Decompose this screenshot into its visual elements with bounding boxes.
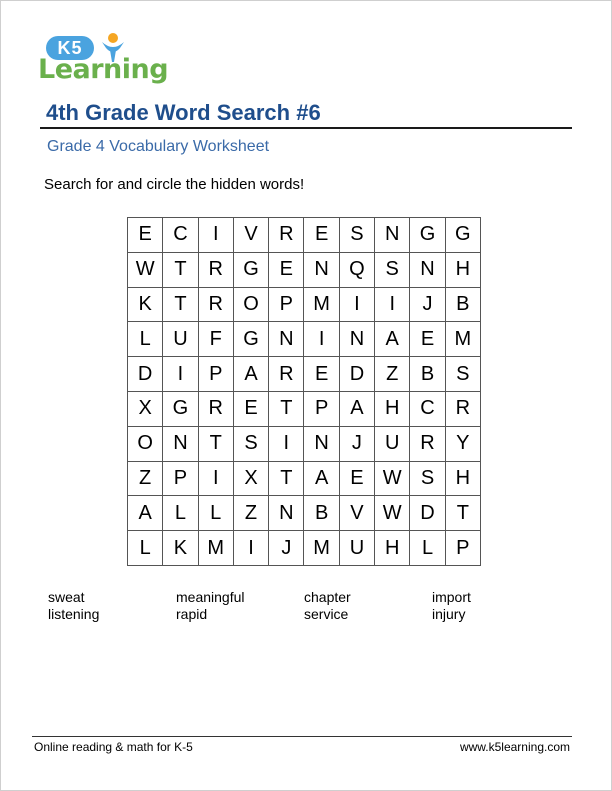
grid-letter-cell[interactable]: R xyxy=(198,391,233,426)
grid-letter-cell[interactable]: D xyxy=(339,357,374,392)
grid-letter-cell[interactable]: T xyxy=(163,287,198,322)
grid-letter-cell[interactable]: C xyxy=(163,218,198,253)
grid-letter-cell[interactable]: I xyxy=(269,426,304,461)
grid-letter-cell[interactable]: H xyxy=(445,252,480,287)
grid-letter-cell[interactable]: F xyxy=(198,322,233,357)
grid-letter-cell[interactable]: A xyxy=(128,496,163,531)
grid-letter-cell[interactable]: P xyxy=(269,287,304,322)
grid-letter-cell[interactable]: R xyxy=(445,391,480,426)
grid-letter-cell[interactable]: G xyxy=(233,252,268,287)
grid-letter-cell[interactable]: V xyxy=(339,496,374,531)
word-search-grid xyxy=(127,217,481,566)
grid-row xyxy=(128,426,481,461)
grid-letter-cell[interactable]: N xyxy=(410,252,445,287)
grid-letter-cell[interactable]: W xyxy=(375,461,410,496)
footer-website: www.k5learning.com xyxy=(459,740,570,754)
footer-tagline: Online reading & math for K-5 xyxy=(34,740,193,754)
grid-letter-cell[interactable]: S xyxy=(410,461,445,496)
grid-letter-cell[interactable]: A xyxy=(375,322,410,357)
footer-divider xyxy=(32,736,572,737)
word-list-item: import xyxy=(432,589,471,605)
logo-wordmark: Learning xyxy=(38,54,169,85)
grid-letter-cell[interactable]: G xyxy=(445,218,480,253)
grid-letter-cell[interactable]: Z xyxy=(233,496,268,531)
word-list-item: injury xyxy=(432,606,466,622)
grid-row xyxy=(128,496,481,531)
page-title: 4th Grade Word Search #6 xyxy=(46,100,321,125)
grid-letter-cell[interactable]: T xyxy=(198,426,233,461)
grid-letter-cell[interactable]: D xyxy=(128,357,163,392)
grid-letter-cell[interactable]: R xyxy=(198,252,233,287)
grid-letter-cell[interactable]: B xyxy=(304,496,339,531)
grid-letter-cell[interactable]: Y xyxy=(445,426,480,461)
grid-letter-cell[interactable]: P xyxy=(304,391,339,426)
grid-letter-cell[interactable]: N xyxy=(304,252,339,287)
grid-letter-cell[interactable]: E xyxy=(410,322,445,357)
grid-letter-cell[interactable]: R xyxy=(269,218,304,253)
grid-letter-cell[interactable]: X xyxy=(233,461,268,496)
k5-learning-logo xyxy=(38,30,169,86)
grid-letter-cell[interactable]: S xyxy=(339,218,374,253)
grid-letter-cell[interactable]: Z xyxy=(375,357,410,392)
grid-row xyxy=(128,357,481,392)
grid-letter-cell[interactable]: R xyxy=(269,357,304,392)
word-list-item: chapter xyxy=(304,589,351,605)
grid-row xyxy=(128,531,481,566)
word-list-item: meaningful xyxy=(176,589,245,605)
grid-letter-cell[interactable]: G xyxy=(233,322,268,357)
grid-letter-cell[interactable]: E xyxy=(304,218,339,253)
grid-letter-cell[interactable]: S xyxy=(445,357,480,392)
grid-letter-cell[interactable]: O xyxy=(128,426,163,461)
grid-row xyxy=(128,322,481,357)
grid-letter-cell[interactable]: P xyxy=(198,357,233,392)
grid-letter-cell[interactable]: I xyxy=(233,531,268,566)
grid-letter-cell[interactable]: J xyxy=(269,531,304,566)
grid-letter-cell[interactable]: N xyxy=(163,426,198,461)
grid-letter-cell[interactable]: M xyxy=(198,531,233,566)
grid-letter-cell[interactable]: L xyxy=(410,531,445,566)
grid-letter-cell[interactable]: T xyxy=(163,252,198,287)
grid-letter-cell[interactable]: P xyxy=(163,461,198,496)
grid-letter-cell[interactable]: I xyxy=(375,287,410,322)
grid-letter-cell[interactable]: V xyxy=(233,218,268,253)
grid-letter-cell[interactable]: W xyxy=(375,496,410,531)
grid-letter-cell[interactable]: P xyxy=(445,531,480,566)
grid-letter-cell[interactable]: L xyxy=(128,322,163,357)
grid-letter-cell[interactable]: B xyxy=(410,357,445,392)
grid-letter-cell[interactable]: L xyxy=(198,496,233,531)
grid-letter-cell[interactable]: K xyxy=(163,531,198,566)
grid-letter-cell[interactable]: U xyxy=(375,426,410,461)
grid-letter-cell[interactable]: R xyxy=(410,426,445,461)
grid-letter-cell[interactable]: L xyxy=(128,531,163,566)
grid-letter-cell[interactable]: M xyxy=(304,287,339,322)
grid-letter-cell[interactable]: X xyxy=(128,391,163,426)
grid-letter-cell[interactable]: E xyxy=(304,357,339,392)
grid-letter-cell[interactable]: E xyxy=(269,252,304,287)
word-list-item: sweat xyxy=(48,589,85,605)
grid-letter-cell[interactable]: H xyxy=(375,391,410,426)
grid-row xyxy=(128,287,481,322)
grid-letter-cell[interactable]: J xyxy=(339,426,374,461)
grid-letter-cell[interactable]: G xyxy=(410,218,445,253)
page-subtitle: Grade 4 Vocabulary Worksheet xyxy=(47,138,270,155)
grid-letter-cell[interactable]: D xyxy=(410,496,445,531)
grid-letter-cell[interactable]: N xyxy=(304,426,339,461)
grid-letter-cell[interactable]: T xyxy=(269,391,304,426)
grid-letter-cell[interactable]: A xyxy=(304,461,339,496)
word-list-item: listening xyxy=(48,606,100,622)
grid-letter-cell[interactable]: W xyxy=(128,252,163,287)
word-list-item: rapid xyxy=(176,606,208,622)
grid-letter-cell[interactable]: K xyxy=(128,287,163,322)
grid-letter-cell[interactable]: H xyxy=(445,461,480,496)
word-list-item: service xyxy=(304,606,349,622)
grid-letter-cell[interactable]: S xyxy=(375,252,410,287)
grid-letter-cell[interactable]: E xyxy=(233,391,268,426)
grid-letter-cell[interactable]: I xyxy=(198,461,233,496)
grid-letter-cell[interactable]: Z xyxy=(128,461,163,496)
grid-row xyxy=(128,461,481,496)
grid-letter-cell[interactable]: T xyxy=(445,496,480,531)
grid-letter-cell[interactable]: U xyxy=(163,322,198,357)
grid-letter-cell[interactable]: N xyxy=(339,322,374,357)
grid-letter-cell[interactable]: N xyxy=(269,496,304,531)
grid-letter-cell[interactable]: A xyxy=(339,391,374,426)
grid-letter-cell[interactable]: M xyxy=(445,322,480,357)
grid-letter-cell[interactable]: G xyxy=(163,391,198,426)
grid-letter-cell[interactable]: O xyxy=(233,287,268,322)
grid-letter-cell[interactable]: R xyxy=(198,287,233,322)
grid-letter-cell[interactable]: C xyxy=(410,391,445,426)
grid-letter-cell[interactable]: I xyxy=(198,218,233,253)
grid-letter-cell[interactable]: L xyxy=(163,496,198,531)
grid-letter-cell[interactable]: B xyxy=(445,287,480,322)
grid-row xyxy=(128,218,481,253)
grid-letter-cell[interactable]: J xyxy=(410,287,445,322)
grid-letter-cell[interactable]: N xyxy=(269,322,304,357)
grid-letter-cell[interactable]: T xyxy=(269,461,304,496)
grid-letter-cell[interactable]: N xyxy=(375,218,410,253)
grid-letter-cell[interactable]: S xyxy=(233,426,268,461)
grid-row xyxy=(128,391,481,426)
grid-letter-cell[interactable]: H xyxy=(375,531,410,566)
grid-letter-cell[interactable]: Q xyxy=(339,252,374,287)
grid-letter-cell[interactable]: I xyxy=(339,287,374,322)
grid-letter-cell[interactable]: E xyxy=(339,461,374,496)
grid-letter-cell[interactable]: I xyxy=(304,322,339,357)
grid-letter-cell[interactable]: A xyxy=(233,357,268,392)
grid-letter-cell[interactable]: M xyxy=(304,531,339,566)
title-divider xyxy=(40,127,572,129)
instructions-text: Search for and circle the hidden words! xyxy=(44,176,305,193)
word-list xyxy=(48,589,568,622)
grid-letter-cell[interactable]: I xyxy=(163,357,198,392)
grid-letter-cell[interactable]: E xyxy=(128,218,163,253)
grid-row xyxy=(128,252,481,287)
logo-badge: K5 xyxy=(46,36,94,60)
grid-letter-cell[interactable]: U xyxy=(339,531,374,566)
